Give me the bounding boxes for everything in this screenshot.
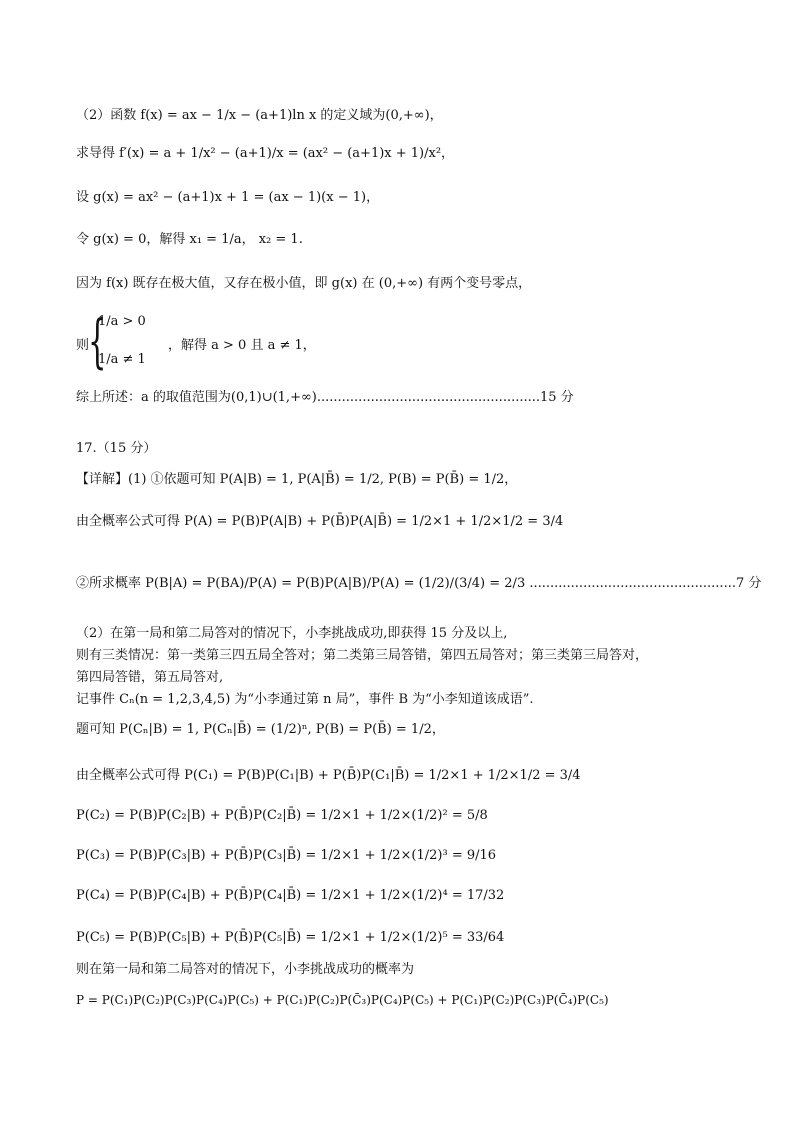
inequality-system [76,307,376,375]
q17-part2-line4: 记事件 Cₙ(n = 1,2,3,4,5) 为“小李通过第 n 局”，事件 B 为“小李知道该成语”. [76,692,534,707]
q17-part2-line1: （2）在第一局和第二局答对的情况下，小李挑战成功,即获得 15 分及以上, [76,626,508,641]
part2-derivative-line: 求导得 f′(x) = a + 1/x² − (a+1)/x = (ax² − (a+1)x + 1)/x²， [76,146,455,161]
q17-detail-given: 【详解】(1) ①依题可知 P(A|B) = 1, P(A|B̄) = 1/2, P(B) = P(B̄) = 1/2， [76,472,518,487]
q17-total-probability: 由全概率公式可得 P(A) = P(B)P(A|B) + P(B̄)P(A|B̄) = 1/2×1 + 1/2×1/2 = 3/4 [76,514,564,529]
system-row-2: 1/a ≠ 1 [98,352,146,367]
part2-g-definition-line: 设 g(x) = ax² − (a+1)x + 1 = (ax − 1)(x − 1)， [76,190,380,205]
system-row-1: 1/a > 0 [98,314,146,329]
part2-roots-line: 令 g(x) = 0，解得 x₁ = 1/a， x₂ = 1. [76,232,303,247]
q17-part2-line3: 第四局答错，第五局答对, [76,670,224,685]
final-formula-line: P = P(C₁)P(C₂)P(C₃)P(C₄)P(C₅) + P(C₁)P(C₂)P(C̄₃)P(C₄)P(C₅) + P(C₁)P(C₂)P(C₃)P(C̄₄)P(C₅) [76,993,609,1007]
pc1-line: 由全概率公式可得 P(C₁) = P(B)P(C₁|B) + P(B̄)P(C₁|B̄) = 1/2×1 + 1/2×1/2 = 3/4 [76,768,581,783]
part2-conclusion-line: 综上所述：a 的取值范围为(0,1)∪(1,+∞)......................................................15 分 [76,390,574,405]
pc2-line: P(C₂) = P(B)P(C₂|B) + P(B̄)P(C₂|B̄) = 1/2×1 + 1/2×(1/2)² = 5/8 [76,808,488,823]
system-prefix: 则 [76,338,90,353]
q17-part2-line2: 则有三类情况：第一类第三四五局全答对；第二类第三局答错，第四五局答对；第三类第三局答对， [76,648,649,663]
part2-domain-line: （2）函数 f(x) = ax − 1/x − (a+1)ln x 的定义域为(0,+∞)， [76,108,443,123]
system-result: ，解得 a > 0 且 a ≠ 1， [168,338,316,353]
q17-bayes-line: ②所求概率 P(B|A) = P(BA)/P(A) = P(B)P(A|B)/P(A) = (1/2)/(3/4) = 2/3 ..................................................7 分 [76,576,762,591]
final-intro-line: 则在第一局和第二局答对的情况下，小李挑战成功的概率为 [76,962,415,977]
pc4-line: P(C₄) = P(B)P(C₄|B) + P(B̄)P(C₄|B̄) = 1/2×1 + 1/2×(1/2)⁴ = 17/32 [76,888,505,903]
q17-header: 17.（15 分） [76,441,157,456]
part2-extremum-line: 因为 f(x) 既存在极大值，又存在极小值，即 g(x) 在 (0,+∞) 有两个变号零点， [76,276,532,291]
pc5-line: P(C₅) = P(B)P(C₅|B) + P(B̄)P(C₅|B̄) = 1/2×1 + 1/2×(1/2)⁵ = 33/64 [76,930,505,945]
left-brace: { [88,307,107,375]
pc3-line: P(C₃) = P(B)P(C₃|B) + P(B̄)P(C₃|B̄) = 1/2×1 + 1/2×(1/2)³ = 9/16 [76,848,497,863]
q17-part2-line5: 题可知 P(Cₙ|B) = 1, P(Cₙ|B̄) = (1/2)ⁿ, P(B) = P(B̄) = 1/2， [76,722,445,737]
